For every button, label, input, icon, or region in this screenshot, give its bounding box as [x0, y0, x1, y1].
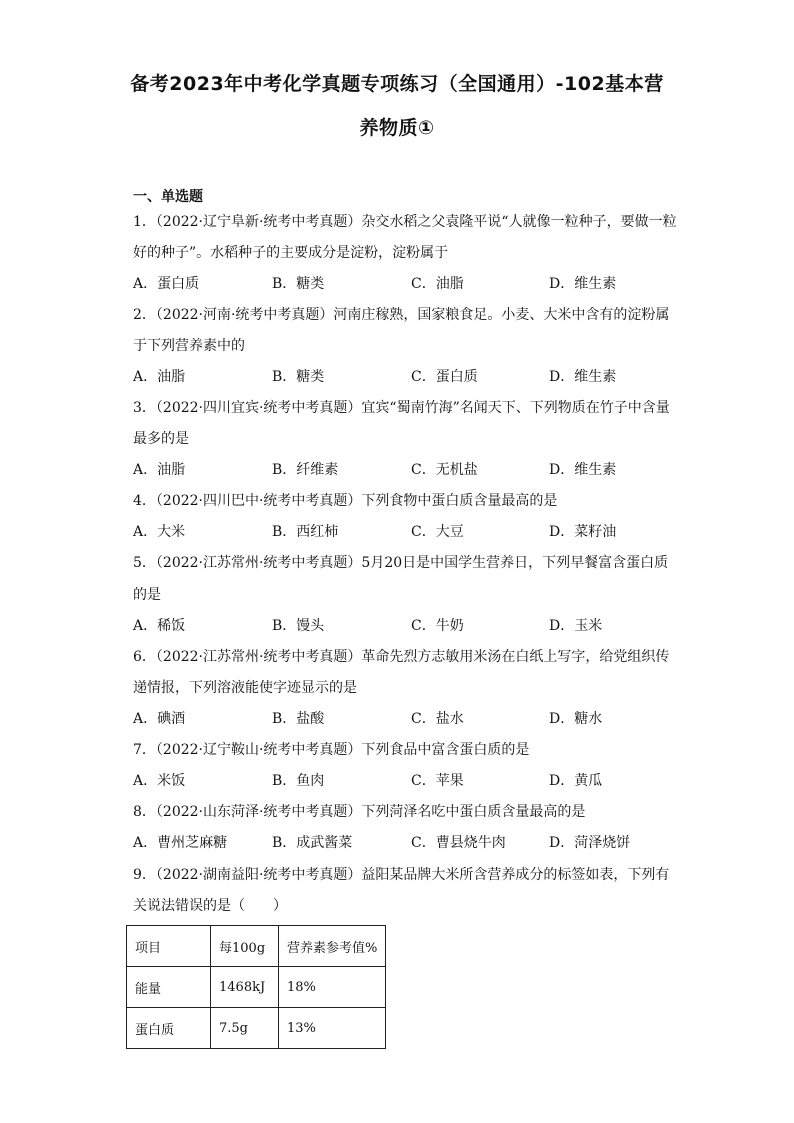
option-c[interactable]: C．油脂	[411, 276, 464, 292]
table-row	[127, 967, 386, 1008]
option-d[interactable]: D．维生素	[549, 462, 617, 478]
option-b[interactable]: B．纤维素	[272, 462, 339, 478]
page-title-line-2: 养物质①	[359, 117, 435, 139]
option-b[interactable]: B．馒头	[272, 618, 325, 634]
table-cell: 7.5g	[211, 1008, 279, 1049]
table-cell: 13%	[279, 1008, 386, 1049]
option-b[interactable]: B．盐酸	[272, 711, 325, 727]
option-b[interactable]: B．成武酱菜	[272, 835, 353, 851]
option-d[interactable]: D．糖水	[549, 711, 603, 727]
table-cell: 蛋白质	[127, 1008, 211, 1049]
option-a[interactable]: A．蛋白质	[133, 276, 200, 292]
table-header-cell: 每100g	[211, 926, 279, 967]
option-d[interactable]: D．维生素	[549, 369, 617, 385]
option-c[interactable]: C．无机盐	[411, 462, 478, 478]
question-8-line-1: 8．（2022·山东菏泽·统考中考真题）下列菏泽名吃中蛋白质含量最高的是	[133, 804, 586, 820]
table-cell: 1468kJ	[211, 967, 279, 1008]
question-9-line-1: 9．（2022·湖南益阳·统考中考真题）益阳某品牌大米所含营养成分的标签如表，下列有	[133, 867, 670, 883]
question-1-line-1: 1．（2022·辽宁阜新·统考中考真题）杂交水稻之父袁隆平说“人就像一粒种子，要做一粒	[133, 214, 677, 230]
option-a[interactable]: A．油脂	[133, 462, 186, 478]
option-c[interactable]: C．苹果	[411, 773, 464, 789]
option-c[interactable]: C．蛋白质	[411, 369, 478, 385]
option-c[interactable]: C．曹县烧牛肉	[411, 835, 506, 851]
question-2-line-1: 2．（2022·河南·统考中考真题）河南庄稼熟，国家粮食足。小麦、大米中含有的淀粉属	[133, 307, 670, 323]
option-a[interactable]: A．大米	[133, 524, 186, 540]
option-b[interactable]: B．鱼肉	[272, 773, 325, 789]
option-a[interactable]: A．碘酒	[133, 711, 186, 727]
table-cell: 能量	[127, 967, 211, 1008]
nutrition-table	[126, 925, 386, 1049]
option-a[interactable]: A．油脂	[133, 369, 186, 385]
question-4-line-1: 4．（2022·四川巴中·统考中考真题）下列食物中蛋白质含量最高的是	[133, 493, 558, 509]
table-row	[127, 1008, 386, 1049]
option-d[interactable]: D．菏泽烧饼	[549, 835, 631, 851]
option-b[interactable]: B．西红柿	[272, 524, 339, 540]
table-cell: 18%	[279, 967, 386, 1008]
question-6-line-2: 递情报，下列溶液能使字迹显示的是	[133, 680, 357, 696]
question-9-line-2: 关说法错误的是（ ）	[133, 898, 287, 914]
table-header-cell: 项目	[127, 926, 211, 967]
option-b[interactable]: B．糖类	[272, 276, 325, 292]
question-3-line-2: 最多的是	[133, 431, 189, 447]
option-d[interactable]: D．菜籽油	[549, 524, 617, 540]
option-d[interactable]: D．玉米	[549, 618, 603, 634]
question-7-line-1: 7．（2022·辽宁鞍山·统考中考真题）下列食品中富含蛋白质的是	[133, 742, 530, 758]
option-a[interactable]: A．曹州芝麻糖	[133, 835, 228, 851]
table-header-row	[127, 926, 386, 967]
section-heading: 一、单选题	[133, 189, 203, 205]
table-header-cell: 营养素参考值%	[279, 926, 386, 967]
question-3-line-1: 3．（2022·四川宜宾·统考中考真题）宜宾“蜀南竹海”名闻天下、下列物质在竹子中含量	[133, 400, 670, 416]
option-c[interactable]: C．盐水	[411, 711, 464, 727]
question-5-line-1: 5．（2022·江苏常州·统考中考真题）5月20日是中国学生营养日，下列早餐富含蛋白质	[133, 555, 669, 571]
question-5-line-2: 的是	[133, 587, 161, 603]
option-d[interactable]: D．黄瓜	[549, 773, 603, 789]
option-c[interactable]: C．大豆	[411, 524, 464, 540]
option-b[interactable]: B．糖类	[272, 369, 325, 385]
question-2-line-2: 于下列营养素中的	[133, 338, 245, 354]
option-c[interactable]: C．牛奶	[411, 618, 464, 634]
option-a[interactable]: A．米饭	[133, 773, 186, 789]
page-title-line-1: 备考2023年中考化学真题专项练习（全国通用）-102基本营	[130, 73, 664, 95]
option-a[interactable]: A．稀饭	[133, 618, 186, 634]
option-d[interactable]: D．维生素	[549, 276, 617, 292]
question-6-line-1: 6．（2022·江苏常州·统考中考真题）革命先烈方志敏用米汤在白纸上写字，给党组织传	[133, 649, 670, 665]
question-1-line-2: 好的种子”。水稻种子的主要成分是淀粉，淀粉属于	[133, 245, 449, 261]
